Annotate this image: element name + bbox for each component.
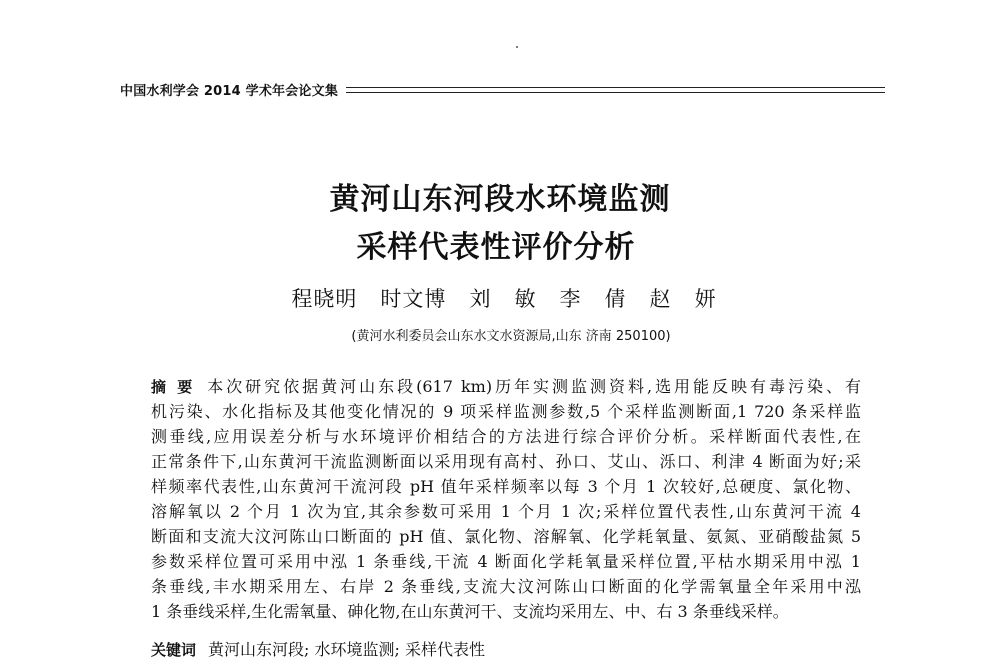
proceedings-title: 中国水利学会 2014 学术年会论文集: [120, 83, 339, 99]
abstract-line: 溶解氧以 2 个月 1 次为宜,其余参数可采用 1 个月 1 次;采样位置代表性,山东黄河干流 4: [151, 502, 861, 521]
abstract-text: 本次研究依据黄河山东段(617 km)历年实测监测资料,选用能反映有毒污染、有: [207, 377, 861, 396]
abstract-line: [151, 374, 861, 399]
author-list: 程晓明 时文博 刘 敏 李 倩 赵 妍: [291, 287, 717, 311]
abstract-line: 样频率代表性,山东黄河干流河段 pH 值年采样频率以每 3 个月 1 次较好,总硬度、氯化物、: [151, 477, 861, 496]
abstract-block: [151, 374, 861, 624]
abstract-line: 参数采样位置可采用中泓 1 条垂线,干流 4 断面化学耗氧量采样位置,平枯水期采用中泓 1: [151, 552, 861, 571]
abstract-line: 正常条件下,山东黄河干流监测断面以采用现有高村、孙口、艾山、泺口、利津 4 断面为好;采: [151, 452, 861, 471]
keywords-text: 黄河山东河段; 水环境监测; 采样代表性: [208, 640, 485, 659]
paper-title-line-1: 黄河山东河段水环境监测: [329, 182, 671, 217]
keywords-line: [151, 637, 485, 662]
abstract-line: 条垂线,丰水期采用左、右岸 2 条垂线,支流大汶河陈山口断面的化学需氧量全年采用中泓: [151, 577, 861, 596]
scan-speck: [516, 46, 518, 48]
keywords-label: 关键词: [151, 641, 197, 659]
paper-title-line-2: 采样代表性评价分析: [356, 230, 636, 265]
abstract-line: 测垂线,应用误差分析与水环境评价相结合的方法进行综合评价分析。采样断面代表性,在: [151, 427, 861, 446]
abstract-label: 摘 要: [151, 378, 196, 396]
header-double-rule: [346, 87, 885, 93]
abstract-line: 1 条垂线采样,生化需氧量、砷化物,在山东黄河干、支流均采用左、中、右 3 条垂线采样。: [151, 602, 789, 621]
running-header: [120, 80, 885, 98]
abstract-line: 断面和支流大汶河陈山口断面的 pH 值、氯化物、溶解氧、化学耗氧量、氨氮、亚硝酸盐氮 5: [151, 527, 861, 546]
affiliation: (黄河水利委员会山东水文水资源局,山东 济南 250100): [351, 329, 671, 344]
abstract-line: 机污染、水化指标及其他变化情况的 9 项采样监测参数,5 个采样监测断面,1 720 条采样监: [151, 402, 861, 421]
